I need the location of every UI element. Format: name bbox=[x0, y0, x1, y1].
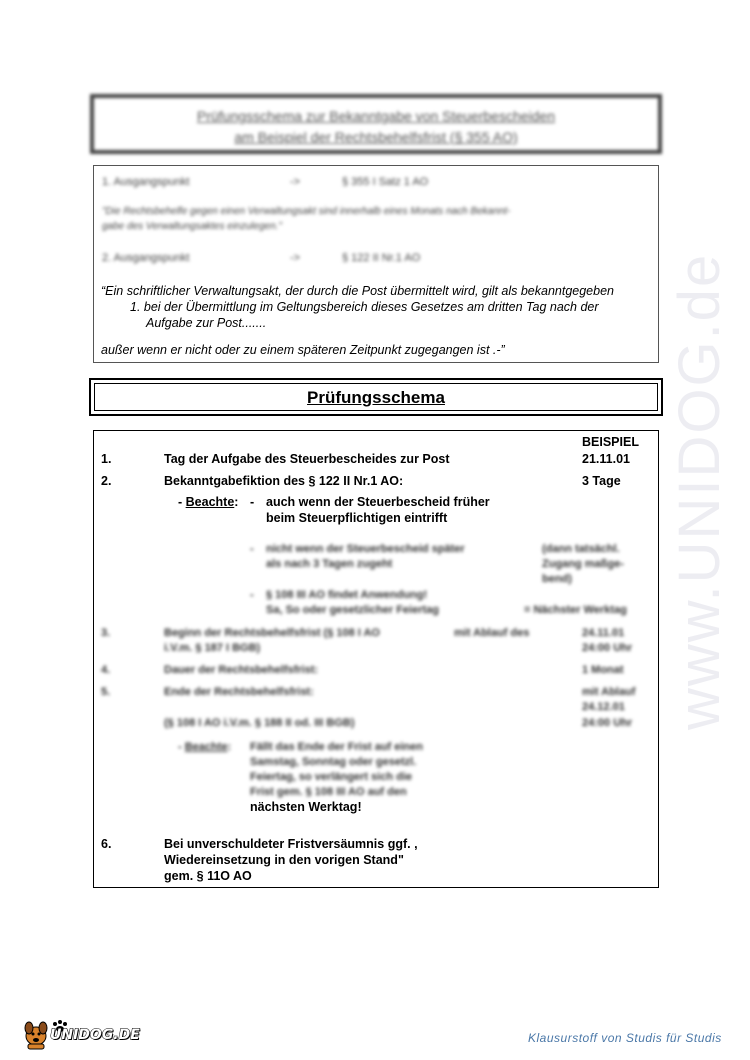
note5-line-2: Samstag, Sonntag oder gesetzl. bbox=[250, 756, 417, 768]
row2-value: 3 Tage bbox=[582, 474, 621, 488]
title-line-2: am Beispiel der Rechtsbehelfsfrist (§ 355 AO) bbox=[234, 129, 518, 145]
quote-line-2: 1. bei der Übermittlung im Geltungsbereich dieses Gesetzes am dritten Tag nach der bbox=[130, 300, 599, 314]
note5-line-5: nächsten Werktag! bbox=[250, 800, 362, 814]
row6-line-1: Bei unverschuldeter Fristversäumnis ggf. , bbox=[164, 837, 418, 851]
quote-line-4: außer wenn er nicht oder zu einem späteren Zeitpunkt zugegangen ist .-” bbox=[101, 343, 505, 357]
ap1-arrow: -> bbox=[290, 176, 301, 188]
note2-line-2: als nach 3 Tagen zugeht bbox=[266, 558, 393, 570]
beachte-label: - Beachte: bbox=[178, 495, 239, 509]
ap1-label: 1. Ausgangspunkt bbox=[102, 176, 190, 188]
row3-value-1: 24.11.01 bbox=[582, 627, 625, 639]
title-box bbox=[90, 94, 662, 154]
row5-text-2: (§ 108 I AO i.V.m. § 188 II od. III BGB) bbox=[164, 717, 355, 729]
row3-text-2: i.V.m. § 187 I BGB) bbox=[164, 642, 261, 654]
row3-mid: mit Ablauf des bbox=[454, 627, 530, 639]
row3-number: 3. bbox=[101, 627, 111, 639]
heading-inner-frame bbox=[94, 383, 658, 411]
note2-line-1: nicht wenn der Steuerbescheid später bbox=[266, 543, 465, 555]
note2-right-1: (dann tatsächl. bbox=[542, 543, 620, 555]
row1-text: Tag der Aufgabe des Steuerbescheides zur Post bbox=[164, 452, 450, 466]
note1-dash: - bbox=[250, 495, 255, 509]
note3-line-1: § 108 III AO findet Anwendung! bbox=[266, 589, 428, 601]
quote-line-1: “Ein schriftlicher Verwaltungsakt, der durch die Post übermittelt wird, gilt als bekanntgegeben bbox=[101, 284, 614, 298]
row1-number: 1. bbox=[101, 452, 112, 466]
row4-number: 4. bbox=[101, 664, 111, 676]
beachte2-label: - Beachte: bbox=[178, 741, 232, 753]
row2-text: Bekanntgabefiktion des § 122 II Nr.1 AO: bbox=[164, 474, 404, 488]
note2-right-2: Zugang maßge- bbox=[542, 558, 624, 570]
ap1-text-2: gabe des Verwaltungsaktes einzulegen." bbox=[102, 221, 282, 232]
row2-number: 2. bbox=[101, 474, 112, 488]
heading-box bbox=[89, 378, 663, 416]
note5-line-1: Fällt das Ende der Frist auf einen bbox=[250, 741, 423, 753]
row6-line-3: gem. § 11O AO bbox=[164, 869, 252, 883]
footer-slogan: Klausurstoff von Studis für Studis bbox=[528, 1031, 722, 1045]
row5-value-1: mit Ablauf bbox=[582, 686, 636, 698]
schema-box bbox=[93, 430, 659, 888]
row6-line-2: Wiedereinsetzung in den vorigen Stand" bbox=[164, 853, 404, 867]
title-line-1: Prüfungsschema zur Bekanntgabe von Steuerbescheiden bbox=[196, 108, 555, 124]
unidog-logo[interactable] bbox=[22, 1018, 162, 1050]
row5-value-3: 24:00 Uhr bbox=[582, 717, 633, 729]
ap2-ref: § 122 II Nr.1 AO bbox=[342, 252, 421, 264]
note3-right: = Nächster Werktag bbox=[524, 604, 627, 616]
beispiel-header: BEISPIEL bbox=[582, 435, 639, 449]
row3-value-2: 24:00 Uhr bbox=[582, 642, 633, 654]
row6-number: 6. bbox=[101, 837, 112, 851]
note5-line-4: Frist gem. § 108 III AO auf den bbox=[250, 786, 407, 798]
ap1-ref: § 355 I Satz 1 AO bbox=[342, 176, 429, 188]
ap2-arrow: -> bbox=[290, 252, 301, 264]
row1-value: 21.11.01 bbox=[582, 452, 630, 466]
row5-value-2: 24.12.01 bbox=[582, 701, 625, 713]
note2-right-3: bend) bbox=[542, 573, 572, 585]
logo-text: UNIDOG.DE bbox=[50, 1027, 140, 1043]
quote-box bbox=[93, 165, 659, 363]
ap2-label: 2. Ausgangspunkt bbox=[102, 252, 190, 264]
row4-value: 1 Monat bbox=[582, 664, 624, 676]
note3-dash: - bbox=[250, 589, 254, 601]
quote-line-3: Aufgabe zur Post....... bbox=[146, 316, 267, 330]
page-title: Prüfungsschema bbox=[307, 388, 445, 407]
ap1-text-1: "Die Rechtsbehelfe gegen einen Verwaltungsakt sind innerhalb eines Monats nach Bekannt- bbox=[102, 206, 511, 217]
note2-dash: - bbox=[250, 543, 254, 555]
row4-text: Dauer der Rechtsbehelfsfrist: bbox=[164, 664, 319, 676]
watermark: www.UNIDOG.de bbox=[667, 252, 732, 730]
note3-line-2: Sa, So oder gesetzlicher Feiertag bbox=[266, 604, 440, 616]
note1-line-2: beim Steuerpflichtigen eintrifft bbox=[266, 511, 448, 525]
note5-line-3: Feiertag, so verlängert sich die bbox=[250, 771, 413, 783]
note1-line-1: auch wenn der Steuerbescheid früher bbox=[266, 495, 490, 509]
row3-text-1: Beginn der Rechtsbehelfsfrist (§ 108 I AO bbox=[164, 627, 380, 639]
row5-text: Ende der Rechtsbehelfsfrist: bbox=[164, 686, 314, 698]
row5-number: 5. bbox=[101, 686, 111, 698]
